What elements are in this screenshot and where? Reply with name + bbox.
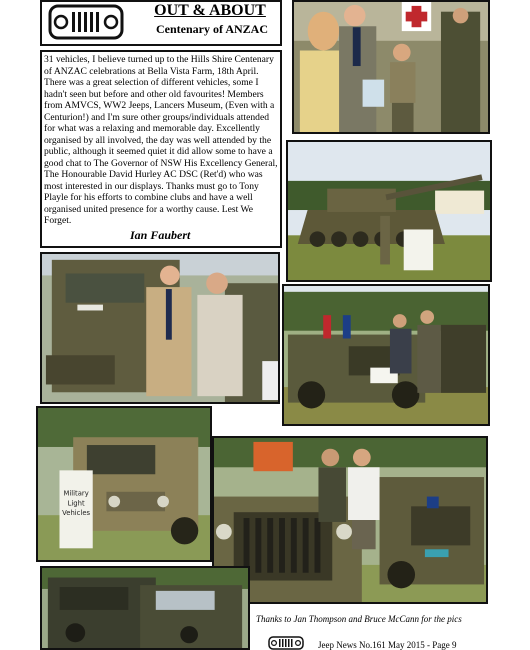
svg-text:Vehicles: Vehicles: [62, 509, 91, 518]
article-signature: Ian Faubert: [130, 228, 191, 242]
article-body: 31 vehicles, I believe turned up to the Hills Shire Centenary of ANZAC celebrations at Bella Vista Farm, 18th April. There was a great selection of different vehicles, some I hadn't seen but before and other old favourites! Members from AMVCS, WW2 Jeeps, Lancers Museum, (Even with a Centurion!) and I'm sure other groups/individuals attended for what was a relaxing and memorable day. Excellently organised by all involved, the day was well attended by the public, although it seemed quiet it did allow some to have a good chat to The Governor of NSW His Excellency General, The Honourable David Hurley AC DSC (Ret'd) who was most interested in our displays. Thanks must go to Tony Playle for his efforts to combine clubs and have a well organised united presence for a worthy cause. Lest We Forget.: [44, 54, 278, 226]
photo-men-with-jeeps: [212, 436, 488, 604]
svg-text:Light: Light: [67, 499, 85, 508]
page-subtitle: Centenary of ANZAC: [156, 22, 268, 36]
photo-centurion-tank: [286, 140, 492, 282]
photo-truck-lineup: [40, 566, 250, 650]
jeep-grille-footer-icon: [268, 636, 304, 650]
photo-jeep-with-visitors: [282, 284, 490, 426]
footer-page-info: Jeep News No.161 May 2015 - Page 9: [318, 640, 457, 650]
photo-credits: Thanks to Jan Thompson and Bruce McCann for the pics: [256, 614, 462, 624]
page-title: OUT & ABOUT: [154, 2, 266, 19]
photo-governor-with-scout: [292, 0, 490, 134]
jeep-grille-logo-icon: [48, 4, 124, 40]
photo-military-light-vehicles: [36, 406, 212, 562]
photo-two-men-by-truck: [40, 252, 280, 404]
svg-text:Military: Military: [63, 489, 89, 498]
